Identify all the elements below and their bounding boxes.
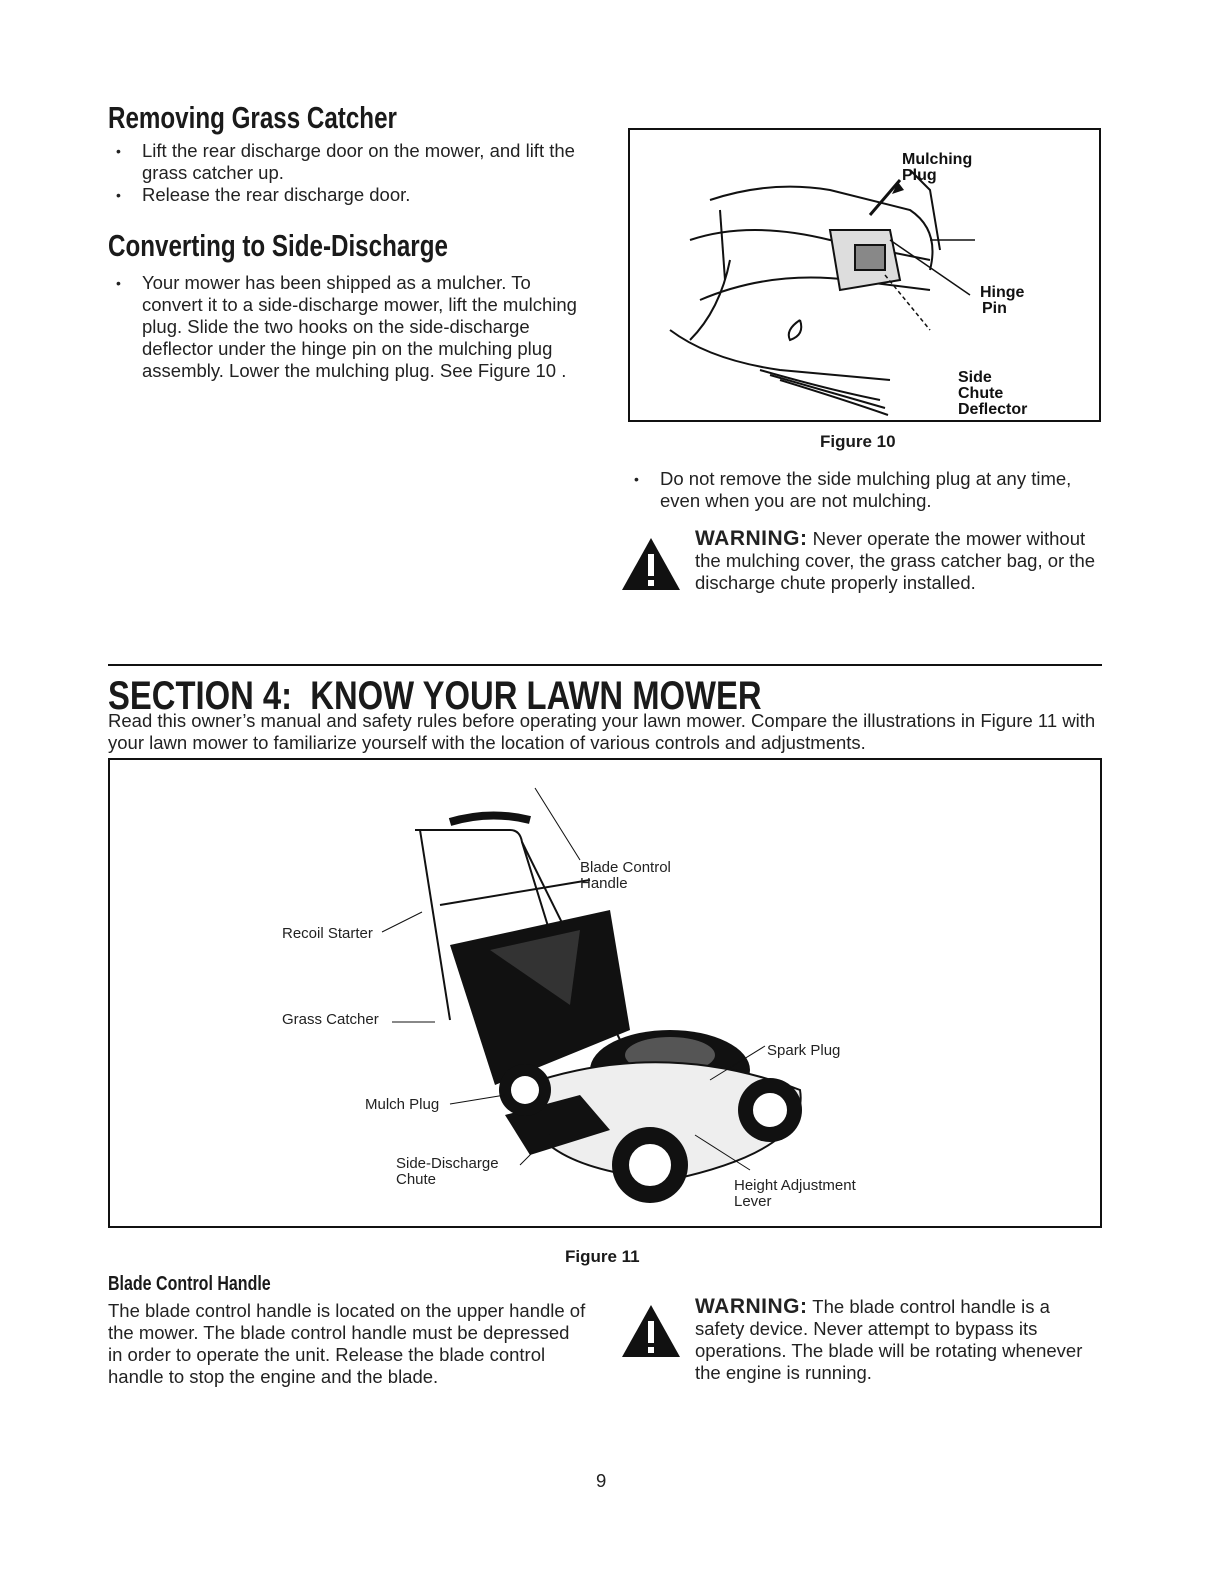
list-item: • Release the rear discharge door. (110, 184, 580, 206)
figure-10-illustration (630, 130, 1099, 420)
label-recoil-starter: Recoil Starter (282, 925, 373, 942)
section-4-title: SECTION 4: KNOW YOUR LAWN MOWER (108, 674, 762, 718)
page-number: 9 (596, 1470, 607, 1491)
label-height-adjustment: Height Adjustment Lever (734, 1177, 856, 1210)
blade-handle-title: Blade Control Handle (108, 1273, 271, 1295)
label-mulching-plug: Mulching Plug (902, 151, 973, 184)
label-side-discharge: Side-Discharge Chute (396, 1155, 499, 1188)
warning-1-title: WARNING: (695, 527, 808, 550)
removing-list (110, 140, 580, 206)
list-item: • Lift the rear discharge door on the mower, and lift the grass catcher up. (110, 140, 580, 184)
warning-2 (695, 1296, 1103, 1384)
label-blade-control: Blade Control Handle (580, 859, 671, 892)
warning-icon (620, 536, 682, 597)
figure-11-illustration (110, 760, 1100, 1226)
figure-10-frame (628, 128, 1101, 422)
label-spark-plug: Spark Plug (767, 1042, 841, 1059)
figure-11-frame (108, 758, 1102, 1228)
label-mulch-plug: Mulch Plug (365, 1096, 440, 1113)
label-side-chute: Side Chute Deflector (958, 369, 1028, 418)
figure-11-caption: Figure 11 (565, 1247, 640, 1266)
list-item: • Your mower has been shipped as a mulcher. To convert it to a side-discharge mower, lift the mulching plug. Slide the two hooks on the side-discharge deflector under the hinge pin on the mulching plug assembly. Lower the mulching plug. See Figure 10 . (110, 272, 590, 382)
list-item: • Do not remove the side mulching plug at any time, even when you are not mulching. (628, 468, 1100, 512)
warning-2-title: WARNING: (695, 1295, 808, 1318)
converting-list (110, 272, 590, 382)
section-divider (108, 664, 1102, 666)
removing-title: Removing Grass Catcher (108, 100, 397, 135)
warning-1 (695, 528, 1100, 594)
warning-2-text: The blade control handle is a safety device. Never attempt to bypass its operations. The blade will be rotating whenever the engine is running. (695, 1296, 1083, 1383)
figure-10-caption: Figure 10 (820, 432, 896, 451)
section-4-intro: Read this owner’s manual and safety rules before operating your lawn mower. Compare the illustrations in Figure 11 with your lawn mower to familiarize yourself with the location of various controls and adjustments. (108, 710, 1096, 753)
label-grass-catcher: Grass Catcher (282, 1011, 379, 1028)
converting-title: Converting to Side-Discharge (108, 228, 448, 263)
right-bullet-list (628, 468, 1100, 512)
warning-1-text: Never operate the mower without the mulching cover, the grass catcher bag, or the discharge chute properly installed. (695, 528, 1096, 593)
warning-icon (620, 1303, 682, 1364)
blade-handle-text: The blade control handle is located on the upper handle of the mower. The blade control handle must be depressed in order to operate the unit. Release the blade control handle to stop the engine and the blade. (108, 1300, 586, 1387)
label-hinge-pin: Hinge Pin (980, 284, 1025, 317)
